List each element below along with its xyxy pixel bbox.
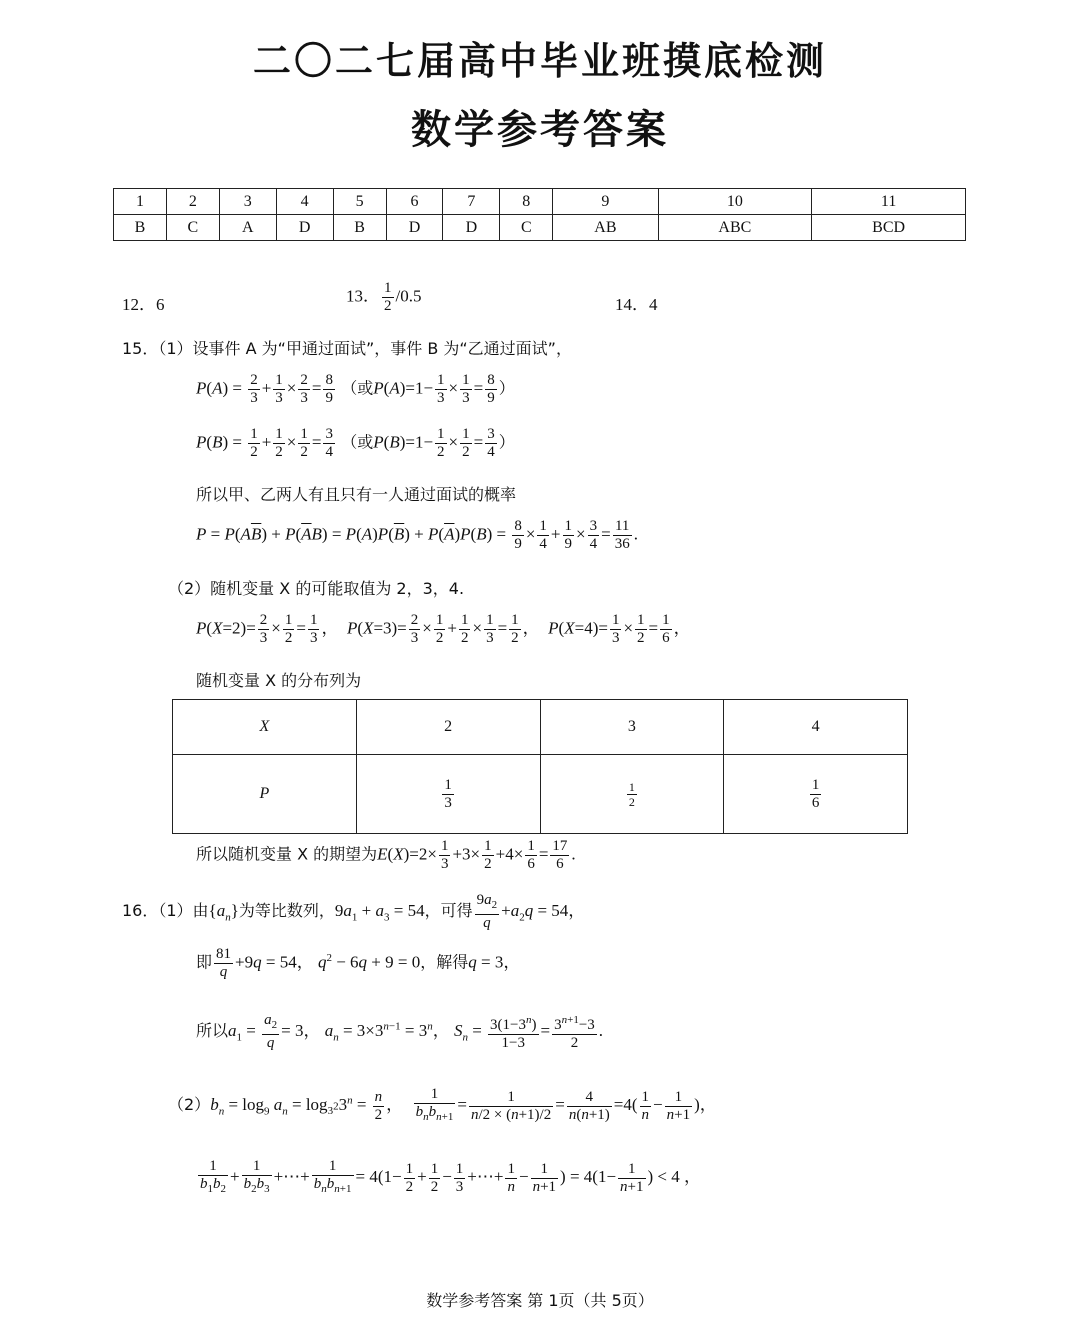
answer-cell: B	[333, 215, 386, 241]
q13-label: 13．	[346, 286, 380, 306]
question-number: 1	[114, 189, 167, 215]
answer-cell: D	[443, 215, 500, 241]
q15-part2-intro: （2）随机变量 X 的可能取值为 2，3，4.	[168, 579, 465, 598]
distribution-header-row	[173, 700, 908, 755]
question-number: 5	[333, 189, 386, 215]
answer-cell: B	[114, 215, 167, 241]
answer-cell: A	[219, 215, 276, 241]
q15-summary: 所以甲、乙两人有且只有一人通过面试的概率	[196, 485, 517, 504]
answer-table-number-row	[114, 189, 966, 215]
page-subtitle: 数学参考答案	[411, 107, 669, 153]
question-number: 9	[553, 189, 658, 215]
question-number: 10	[658, 189, 812, 215]
page-title: 二〇二七届高中毕业班摸底检测	[252, 39, 827, 83]
q16-part1-line2: 即 $\frac{81}{q}$ +9q = 54， $q^2 - 6q + 9 = 0$，解得q = 3，	[196, 946, 521, 980]
answer-cell: AB	[553, 215, 658, 241]
or-text: （或	[341, 432, 374, 452]
dist-prob-cell: $\frac{1}{2}$	[540, 755, 724, 834]
dist-prob-cell: $\frac{1}{6}$	[724, 755, 908, 834]
q15-pb-formula: P(B) = $\frac{1}{2}$ + $\frac{1}{2}$ × $\frac{1}{2}$ = $\frac{3}{4}$ （或P(B)=1− $\frac{1}{2}$ × $\frac{1}{2}$ = $\frac{3}{4}$ ）	[196, 426, 515, 460]
answer-cell: C	[500, 215, 553, 241]
answer-table-answer-row	[114, 215, 966, 241]
answer-cell: BCD	[812, 215, 966, 241]
question-number: 3	[219, 189, 276, 215]
answer-cell: D	[276, 215, 333, 241]
answer-cell: C	[166, 215, 219, 241]
question-number: 11	[812, 189, 966, 215]
dist-row-label: P	[173, 755, 357, 834]
question-number: 8	[500, 189, 553, 215]
q15-dist-intro: 随机变量 X 的分布列为	[196, 671, 362, 690]
answer-table	[113, 188, 966, 241]
dist-header-cell: 3	[540, 700, 724, 755]
dist-header-cell: X	[173, 700, 357, 755]
dist-header-cell: 2	[356, 700, 540, 755]
distribution-table	[172, 699, 908, 834]
q16-part1-line1: 16．（1）由$\{a_n\}$为等比数列，$9a_1 + a_3 = 54$，可得 $\frac{9a_2}{q}$ $+a_2q = 54$，	[122, 892, 586, 931]
q13-alt: /0.5	[395, 286, 422, 306]
q15-intro: 15．（1）设事件 A 为“甲通过面试”，事件 B 为“乙通过面试”，	[122, 339, 572, 358]
q15-pa-formula: P(A) = $\frac{2}{3}$ + $\frac{1}{3}$ × $\frac{2}{3}$ = $\frac{8}{9}$ （或P(A)=1− $\frac{1}{3}$ × $\frac{1}{3}$ = $\frac{8}{9}$ ）	[196, 372, 515, 406]
page-footer: 数学参考答案 第 1页（共 5页）	[426, 1291, 654, 1310]
question-number: 7	[443, 189, 500, 215]
answer-cell: D	[386, 215, 443, 241]
question-number: 4	[276, 189, 333, 215]
dist-prob-cell: $\frac{1}{3}$	[356, 755, 540, 834]
q16-part2-line2: $\frac{1}{b_1b_2}$ + $\frac{1}{b_2b_3}$ +⋯+ $\frac{1}{b_nb_{n+1}}$ = 4(1− $\frac{1}{2}$ + $\frac{1}{2}$ − $\frac{1}{3}$ +⋯+ $\frac{1}{n}$ − $\frac{1}{n+1}$ ) = 4(1− $\frac{1}{n+1}$ ) < 4 ，	[200, 1158, 701, 1195]
dist-header-cell: 4	[724, 700, 908, 755]
distribution-prob-row	[173, 755, 908, 834]
or-text: （或	[341, 378, 374, 398]
question-number: 2	[166, 189, 219, 215]
answer-cell: ABC	[658, 215, 812, 241]
q15-p-formula: $P = P(A\overline{B}) + P(\overline{A}B) = P(A)P(\overline{B}) + P(\overline{A})P(B)$ = $\frac{8}{9}$ × $\frac{1}{4}$ + $\frac{1}{9}$ × $\frac{3}{4}$ = $\frac{11}{36}$ .	[196, 518, 638, 552]
q16-part1-line3: 所以$a_1$ = $\frac{a_2}{q}$ = 3， $a_n = 3\times 3^{n-1} = 3^n$， $S_n$ = $\frac{3(1-3^n)}{1-3}$ = $\frac{3^{n+1}-3}{2}$ .	[196, 1012, 604, 1051]
answer-q14: 14．4	[615, 295, 658, 314]
q15-px-formulas: P(X=2)= $\frac{2}{3}$ × $\frac{1}{2}$ = $\frac{1}{3}$ ， P(X=3)= $\frac{2}{3}$ × $\frac{1}{2}$ + $\frac{1}{2}$ × $\frac{1}{3}$ = $\frac{1}{2}$ ， P(X=4)= $\frac{1}{3}$ × $\frac{1}{2}$ = $\frac{1}{6}$ ，	[196, 612, 691, 646]
q16-part2-line1: $(2)b_n = \log_9 a_n = \log_{3^2}3^n$ = $\frac{n}{2}$ ， $\frac{1}{b_nb_{n+1}}$ = $\frac{1}{n/2 \times (n+1)/2}$ = $\frac{4}{n(n+1)}$ =4( $\frac{1}{n}$ − $\frac{1}{n+1}$ )，	[168, 1086, 717, 1123]
q13-fraction: $\frac{1}{2}$	[384, 280, 392, 314]
question-number: 6	[386, 189, 443, 215]
answer-q12: 12．6	[122, 295, 165, 314]
q15-expectation: 所以随机变量 X 的期望为E(X)=2× $\frac{1}{3}$ +3× $\frac{1}{2}$ +4× $\frac{1}{6}$ = $\frac{17}{6}$ .	[196, 838, 576, 872]
answer-q13	[346, 280, 421, 315]
